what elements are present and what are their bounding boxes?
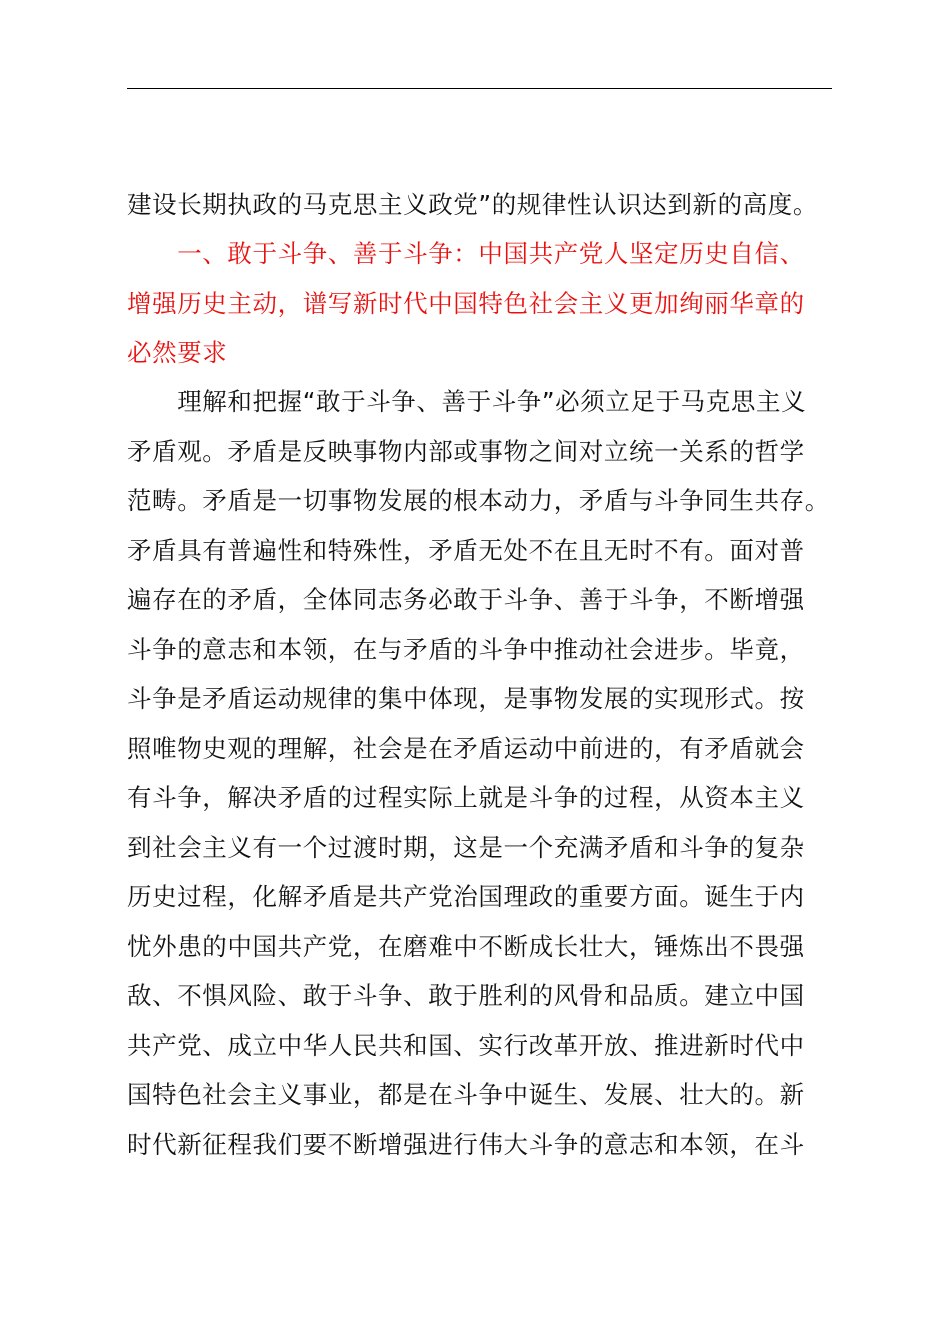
body-line-5: 遍存在的矛盾，全体同志务必敢于斗争、善于斗争，不断增强 (127, 585, 805, 614)
body-line-3: 范畴。矛盾是一切事物发展的根本动力，矛盾与斗争同生共存。 (127, 486, 830, 515)
body-line-10: 到社会主义有一个过渡时期，这是一个充满矛盾和斗争的复杂 (127, 833, 805, 862)
header-rule (127, 88, 832, 89)
body-line-4: 矛盾具有普遍性和特殊性，矛盾无处不在且无时不有。面对普 (127, 536, 805, 565)
body-line-14: 共产党、成立中华人民共和国、实行改革开放、推进新时代中 (127, 1031, 805, 1060)
body-line-13: 敌、不惧风险、敢于斗争、敢于胜利的风骨和品质。建立中国 (127, 981, 805, 1010)
body-line-8: 照唯物史观的理解，社会是在矛盾运动中前进的，有矛盾就会 (127, 734, 805, 763)
body-line-12: 忧外患的中国共产党，在磨难中不断成长壮大，锤炼出不畏强 (127, 932, 805, 961)
body-line-6: 斗争的意志和本领，在与矛盾的斗争中推动社会进步。毕竟， (127, 635, 805, 664)
section-heading-line-2: 增强历史主动，谱写新时代中国特色社会主义更加绚丽华章的 (127, 289, 805, 318)
body-line-2: 矛盾观。矛盾是反映事物内部或事物之间对立统一关系的哲学 (127, 437, 805, 466)
body-line-15: 国特色社会主义事业，都是在斗争中诞生、发展、壮大的。新 (127, 1080, 805, 1109)
body-line-16: 时代新征程我们要不断增强进行伟大斗争的意志和本领，在斗 (127, 1130, 805, 1159)
body-line-1: 理解和把握“敢于斗争、善于斗争”必须立足于马克思主义 (127, 387, 807, 416)
section-heading-line-3: 必然要求 (127, 338, 228, 367)
body-line-9: 有斗争，解决矛盾的过程实际上就是斗争的过程，从资本主义 (127, 783, 805, 812)
body-line-11: 历史过程，化解矛盾是共产党治国理政的重要方面。诞生于内 (127, 882, 805, 911)
body-line-7: 斗争是矛盾运动规律的集中体现，是事物发展的实现形式。按 (127, 684, 805, 713)
continuation-line: 建设长期执政的马克思主义政党”的规律性认识达到新的高度。 (127, 190, 818, 219)
section-heading-line-1: 一、敢于斗争、善于斗争：中国共产党人坚定历史自信、 (127, 239, 805, 268)
